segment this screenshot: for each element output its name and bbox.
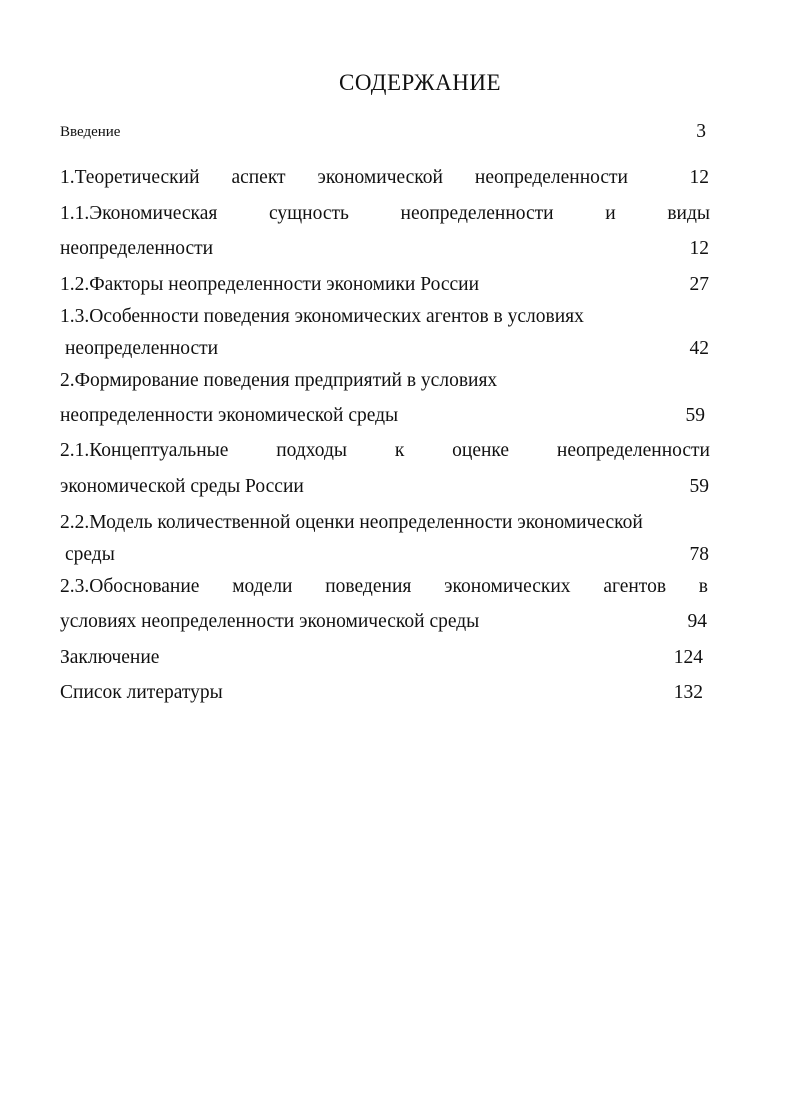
toc-s21-line2: экономической среды России bbox=[60, 476, 304, 497]
toc-word: аспект bbox=[231, 167, 286, 188]
toc-ch1-label bbox=[60, 166, 628, 190]
toc-word: к bbox=[394, 440, 405, 461]
toc-references-label: Список литературы bbox=[60, 682, 223, 703]
toc-s13-line2: неопределенности bbox=[65, 338, 219, 359]
toc-word: виды bbox=[667, 203, 710, 224]
toc-word: оценке bbox=[452, 440, 510, 461]
toc-s11-line1 bbox=[60, 202, 710, 226]
toc-s11-line2: неопределенности bbox=[60, 238, 214, 259]
toc-intro-label: Введение bbox=[60, 124, 121, 140]
toc-s23-line1 bbox=[60, 575, 708, 599]
toc-word: агентов bbox=[603, 576, 667, 597]
toc-ch1-page: 12 bbox=[689, 167, 709, 188]
toc-word: модели bbox=[232, 576, 293, 597]
toc-word: 1.1.Экономическая bbox=[60, 203, 218, 224]
toc-intro-page: 3 bbox=[696, 121, 706, 142]
toc-word: неопределенности bbox=[400, 203, 554, 224]
toc-references-page: 132 bbox=[673, 682, 703, 703]
toc-word: в bbox=[698, 576, 708, 597]
toc-s22-page: 78 bbox=[689, 544, 709, 565]
toc-word: сущность bbox=[268, 203, 349, 224]
toc-s22-line2: среды bbox=[65, 544, 115, 565]
toc-s23-page: 94 bbox=[687, 611, 707, 632]
toc-ch2-page: 59 bbox=[685, 405, 705, 426]
toc-word: экономической bbox=[317, 167, 443, 188]
toc-word: неопределенности bbox=[556, 440, 710, 461]
toc-conclusion-page: 124 bbox=[673, 647, 703, 668]
toc-word: поведения bbox=[325, 576, 412, 597]
toc-s12-page: 27 bbox=[689, 274, 709, 295]
toc-word: и bbox=[605, 203, 616, 224]
toc-s22-line1: 2.2.Модель количественной оценки неопределенности экономической bbox=[60, 512, 643, 533]
toc-word: подходы bbox=[276, 440, 347, 461]
toc-ch2-line2: неопределенности экономической среды bbox=[60, 405, 399, 426]
toc-s11-page: 12 bbox=[689, 238, 709, 259]
toc-s21-page: 59 bbox=[689, 476, 709, 497]
toc-s13-line1: 1.3.Особенности поведения экономических агентов в условиях bbox=[60, 306, 584, 327]
toc-word: 2.3.Обоснование bbox=[60, 576, 200, 597]
toc-s12-label: 1.2.Факторы неопределенности экономики России bbox=[60, 274, 480, 295]
toc-ch2-line1: 2.Формирование поведения предприятий в условиях bbox=[60, 370, 498, 391]
toc-s13-page: 42 bbox=[689, 338, 709, 359]
toc-word: 2.1.Концептуальные bbox=[60, 440, 229, 461]
toc-word: экономических bbox=[444, 576, 571, 597]
toc-s21-line1 bbox=[60, 439, 710, 463]
toc-conclusion-label: Заключение bbox=[60, 647, 160, 668]
page-title: СОДЕРЖАНИЕ bbox=[338, 70, 501, 95]
toc-word: неопределенности bbox=[474, 167, 628, 188]
toc-word: 1.Теоретический bbox=[60, 167, 200, 188]
toc-s23-line2: условиях неопределенности экономической среды bbox=[60, 611, 480, 632]
